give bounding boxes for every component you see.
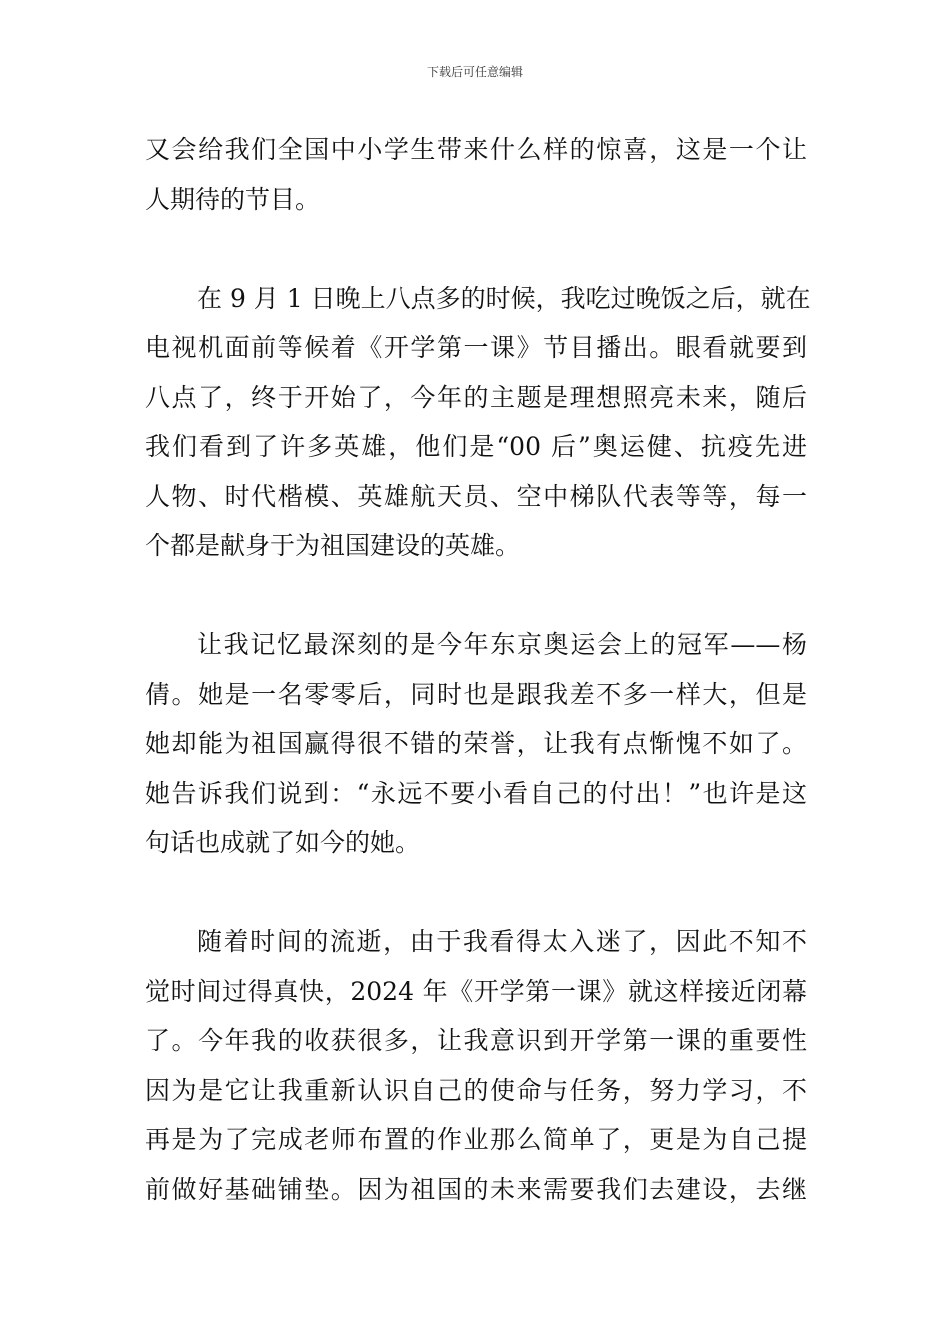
text-line: 电视机面前等候着《开学第一课》节目播出。眼看就要到 <box>145 333 807 362</box>
text-line: 她告诉我们说到：“永远不要小看自己的付出！”也许是这 <box>145 778 807 808</box>
page-header: 下载后可任意编辑 <box>426 65 523 79</box>
text-line: 让我记忆最深刻的是今年东京奥运会上的冠军——杨 <box>197 630 807 659</box>
text-line: 觉时间过得真快，2024 年《开学第一课》就这样接近闭幕 <box>145 976 807 1006</box>
text-line: 八点了，终于开始了，今年的主题是理想照亮未来，随后 <box>145 382 807 412</box>
text-line: 前做好基础铺垫。因为祖国的未来需要我们去建设，去继 <box>145 1174 807 1204</box>
text-line: 再是为了完成老师布置的作业那么简单了，更是为自己提 <box>145 1125 807 1154</box>
text-line: 了。今年我的收获很多，让我意识到开学第一课的重要性 <box>145 1026 807 1055</box>
text-line: 因为是它让我重新认识自己的使命与任务，努力学习，不 <box>145 1075 807 1105</box>
text-line: 人期待的节目。 <box>145 184 321 214</box>
text-line: 个都是献身于为祖国建设的英雄。 <box>145 531 521 560</box>
text-line: 又会给我们全国中小学生带来什么样的惊喜，这是一个让 <box>145 135 807 164</box>
text-line: 人物、时代楷模、英雄航天员、空中梯队代表等等，每一 <box>145 481 807 511</box>
paragraph <box>145 274 811 571</box>
paragraph <box>145 917 807 1214</box>
document-body <box>145 125 811 1214</box>
paragraph <box>145 620 807 868</box>
paragraph <box>145 125 807 224</box>
text-line: 句话也成就了如今的她。 <box>145 828 421 857</box>
text-line: 她却能为祖国赢得很不错的荣誉，让我有点惭愧不如了。 <box>145 729 807 758</box>
text-line: 随着时间的流逝，由于我看得太入迷了，因此不知不 <box>197 927 807 956</box>
text-line: 在 9 月 1 日晚上八点多的时候，我吃过晚饭之后，就在 <box>197 283 811 313</box>
text-line: 我们看到了许多英雄，他们是“00 后”奥运健、抗疫先进 <box>145 432 807 461</box>
text-line: 倩。她是一名零零后，同时也是跟我差不多一样大，但是 <box>145 679 807 709</box>
